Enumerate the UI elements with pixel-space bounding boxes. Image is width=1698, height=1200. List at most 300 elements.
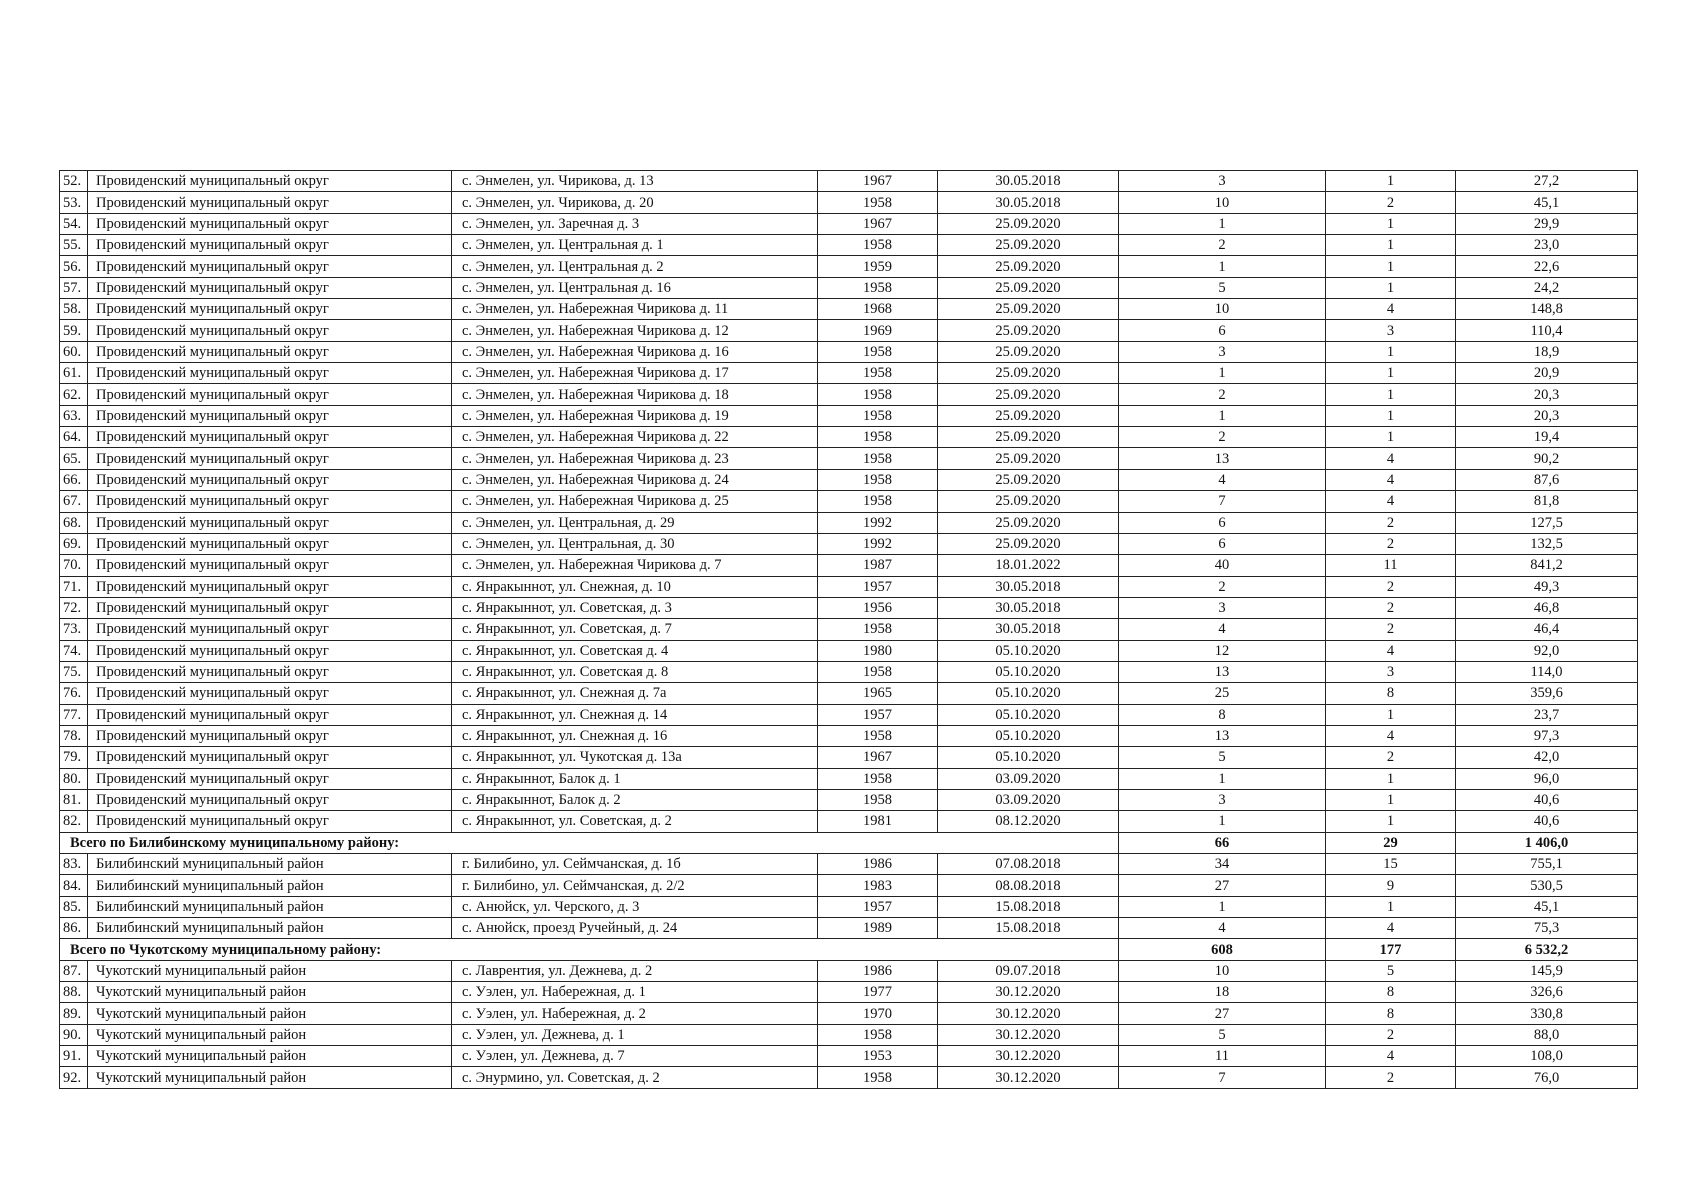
row-number: 72. bbox=[60, 597, 88, 618]
date-cell: 30.05.2018 bbox=[938, 576, 1119, 597]
row-number: 65. bbox=[60, 448, 88, 469]
residents-cell: 1 bbox=[1119, 896, 1326, 917]
district-cell: Чукотский муниципальный район bbox=[88, 982, 452, 1003]
table-row bbox=[60, 960, 1638, 981]
year-cell: 1983 bbox=[818, 875, 938, 896]
table-row bbox=[60, 640, 1638, 661]
table-row bbox=[60, 619, 1638, 640]
year-cell: 1958 bbox=[818, 619, 938, 640]
table-row bbox=[60, 811, 1638, 832]
area-cell: 88,0 bbox=[1456, 1024, 1638, 1045]
residents-cell: 4 bbox=[1119, 619, 1326, 640]
date-cell: 15.08.2018 bbox=[938, 896, 1119, 917]
row-number: 69. bbox=[60, 533, 88, 554]
year-cell: 1977 bbox=[818, 982, 938, 1003]
apartments-cell: 1 bbox=[1326, 341, 1456, 362]
apartments-cell: 15 bbox=[1326, 854, 1456, 875]
address-cell: с. Янракыннот, Балок д. 2 bbox=[452, 789, 818, 810]
residents-cell: 6 bbox=[1119, 533, 1326, 554]
address-cell: с. Энмелен, ул. Чирикова, д. 13 bbox=[452, 171, 818, 192]
district-cell: Чукотский муниципальный район bbox=[88, 1024, 452, 1045]
table-row bbox=[60, 747, 1638, 768]
address-cell: с. Энурмино, ул. Советская, д. 2 bbox=[452, 1067, 818, 1088]
address-cell: с. Уэлен, ул. Дежнева, д. 7 bbox=[452, 1046, 818, 1067]
residents-cell: 2 bbox=[1119, 576, 1326, 597]
residents-cell: 6 bbox=[1119, 512, 1326, 533]
district-cell: Провиденский муниципальный округ bbox=[88, 213, 452, 234]
address-cell: с. Энмелен, ул. Центральная, д. 29 bbox=[452, 512, 818, 533]
address-cell: с. Янракыннот, ул. Снежная д. 16 bbox=[452, 725, 818, 746]
residents-cell: 1 bbox=[1119, 811, 1326, 832]
total-label: Всего по Чукотскому муниципальному району: bbox=[60, 939, 1119, 960]
year-cell: 1992 bbox=[818, 533, 938, 554]
year-cell: 1968 bbox=[818, 299, 938, 320]
year-cell: 1986 bbox=[818, 854, 938, 875]
apartments-cell: 8 bbox=[1326, 982, 1456, 1003]
address-cell: с. Энмелен, ул. Набережная Чирикова д. 12 bbox=[452, 320, 818, 341]
residents-cell: 12 bbox=[1119, 640, 1326, 661]
address-cell: с. Янракыннот, ул. Советская, д. 7 bbox=[452, 619, 818, 640]
date-cell: 30.12.2020 bbox=[938, 982, 1119, 1003]
address-cell: с. Янракыннот, ул. Советская д. 4 bbox=[452, 640, 818, 661]
area-cell: 22,6 bbox=[1456, 256, 1638, 277]
table-row bbox=[60, 896, 1638, 917]
address-cell: с. Энмелен, ул. Центральная д. 2 bbox=[452, 256, 818, 277]
district-cell: Провиденский муниципальный округ bbox=[88, 597, 452, 618]
year-cell: 1986 bbox=[818, 960, 938, 981]
area-cell: 42,0 bbox=[1456, 747, 1638, 768]
total-area: 6 532,2 bbox=[1456, 939, 1638, 960]
row-number: 64. bbox=[60, 427, 88, 448]
row-number: 75. bbox=[60, 661, 88, 682]
district-cell: Провиденский муниципальный округ bbox=[88, 427, 452, 448]
residents-cell: 11 bbox=[1119, 1046, 1326, 1067]
row-number: 61. bbox=[60, 363, 88, 384]
area-cell: 530,5 bbox=[1456, 875, 1638, 896]
total-area: 1 406,0 bbox=[1456, 832, 1638, 853]
year-cell: 1970 bbox=[818, 1003, 938, 1024]
apartments-cell: 4 bbox=[1326, 918, 1456, 939]
address-cell: с. Энмелен, ул. Заречная д. 3 bbox=[452, 213, 818, 234]
date-cell: 05.10.2020 bbox=[938, 683, 1119, 704]
date-cell: 25.09.2020 bbox=[938, 213, 1119, 234]
apartments-cell: 8 bbox=[1326, 1003, 1456, 1024]
table-row bbox=[60, 299, 1638, 320]
area-cell: 49,3 bbox=[1456, 576, 1638, 597]
address-cell: с. Янракыннот, ул. Снежная д. 14 bbox=[452, 704, 818, 725]
row-number: 91. bbox=[60, 1046, 88, 1067]
district-cell: Провиденский муниципальный округ bbox=[88, 747, 452, 768]
area-cell: 75,3 bbox=[1456, 918, 1638, 939]
row-number: 68. bbox=[60, 512, 88, 533]
year-cell: 1992 bbox=[818, 512, 938, 533]
year-cell: 1958 bbox=[818, 661, 938, 682]
year-cell: 1980 bbox=[818, 640, 938, 661]
table-row bbox=[60, 405, 1638, 426]
date-cell: 25.09.2020 bbox=[938, 512, 1119, 533]
table-row bbox=[60, 597, 1638, 618]
row-number: 86. bbox=[60, 918, 88, 939]
year-cell: 1958 bbox=[818, 363, 938, 384]
apartments-cell: 1 bbox=[1326, 811, 1456, 832]
row-number: 55. bbox=[60, 235, 88, 256]
district-cell: Провиденский муниципальный округ bbox=[88, 555, 452, 576]
residents-cell: 4 bbox=[1119, 918, 1326, 939]
row-number: 83. bbox=[60, 854, 88, 875]
district-cell: Билибинский муниципальный район bbox=[88, 918, 452, 939]
apartments-cell: 2 bbox=[1326, 576, 1456, 597]
table-row bbox=[60, 789, 1638, 810]
row-number: 84. bbox=[60, 875, 88, 896]
area-cell: 45,1 bbox=[1456, 896, 1638, 917]
row-number: 60. bbox=[60, 341, 88, 362]
date-cell: 25.09.2020 bbox=[938, 448, 1119, 469]
apartments-cell: 2 bbox=[1326, 747, 1456, 768]
year-cell: 1958 bbox=[818, 427, 938, 448]
address-cell: с. Энмелен, ул. Набережная Чирикова д. 19 bbox=[452, 405, 818, 426]
date-cell: 05.10.2020 bbox=[938, 704, 1119, 725]
apartments-cell: 4 bbox=[1326, 1046, 1456, 1067]
district-cell: Провиденский муниципальный округ bbox=[88, 363, 452, 384]
date-cell: 25.09.2020 bbox=[938, 341, 1119, 362]
apartments-cell: 4 bbox=[1326, 640, 1456, 661]
year-cell: 1959 bbox=[818, 256, 938, 277]
year-cell: 1987 bbox=[818, 555, 938, 576]
date-cell: 25.09.2020 bbox=[938, 384, 1119, 405]
table-row bbox=[60, 725, 1638, 746]
year-cell: 1958 bbox=[818, 1067, 938, 1088]
row-number: 85. bbox=[60, 896, 88, 917]
address-cell: с. Уэлен, ул. Дежнева, д. 1 bbox=[452, 1024, 818, 1045]
apartments-cell: 3 bbox=[1326, 320, 1456, 341]
date-cell: 25.09.2020 bbox=[938, 363, 1119, 384]
residents-cell: 6 bbox=[1119, 320, 1326, 341]
address-cell: с. Энмелен, ул. Набережная Чирикова д. 25 bbox=[452, 491, 818, 512]
date-cell: 25.09.2020 bbox=[938, 277, 1119, 298]
address-cell: с. Янракыннот, ул. Снежная, д. 10 bbox=[452, 576, 818, 597]
date-cell: 09.07.2018 bbox=[938, 960, 1119, 981]
table-row bbox=[60, 384, 1638, 405]
address-cell: с. Янракыннот, ул. Чукотская д. 13а bbox=[452, 747, 818, 768]
residents-cell: 13 bbox=[1119, 661, 1326, 682]
address-cell: с. Энмелен, ул. Центральная, д. 30 bbox=[452, 533, 818, 554]
apartments-cell: 1 bbox=[1326, 896, 1456, 917]
date-cell: 30.12.2020 bbox=[938, 1067, 1119, 1088]
area-cell: 24,2 bbox=[1456, 277, 1638, 298]
row-number: 59. bbox=[60, 320, 88, 341]
row-number: 74. bbox=[60, 640, 88, 661]
residents-cell: 1 bbox=[1119, 768, 1326, 789]
residents-cell: 3 bbox=[1119, 597, 1326, 618]
district-cell: Провиденский муниципальный округ bbox=[88, 341, 452, 362]
year-cell: 1958 bbox=[818, 405, 938, 426]
address-cell: с. Янракыннот, ул. Советская, д. 3 bbox=[452, 597, 818, 618]
area-cell: 40,6 bbox=[1456, 789, 1638, 810]
table-row bbox=[60, 213, 1638, 234]
address-cell: с. Лаврентия, ул. Дежнева, д. 2 bbox=[452, 960, 818, 981]
area-cell: 108,0 bbox=[1456, 1046, 1638, 1067]
date-cell: 03.09.2020 bbox=[938, 789, 1119, 810]
address-cell: с. Энмелен, ул. Набережная Чирикова д. 22 bbox=[452, 427, 818, 448]
table-row bbox=[60, 661, 1638, 682]
area-cell: 87,6 bbox=[1456, 469, 1638, 490]
address-cell: с. Энмелен, ул. Центральная д. 1 bbox=[452, 235, 818, 256]
table-row bbox=[60, 576, 1638, 597]
year-cell: 1989 bbox=[818, 918, 938, 939]
total-row bbox=[60, 832, 1638, 853]
address-cell: с. Уэлен, ул. Набережная, д. 1 bbox=[452, 982, 818, 1003]
district-cell: Провиденский муниципальный округ bbox=[88, 171, 452, 192]
district-cell: Чукотский муниципальный район bbox=[88, 1046, 452, 1067]
residents-cell: 7 bbox=[1119, 1067, 1326, 1088]
year-cell: 1967 bbox=[818, 747, 938, 768]
table-row bbox=[60, 1067, 1638, 1088]
residents-cell: 40 bbox=[1119, 555, 1326, 576]
total-apartments: 29 bbox=[1326, 832, 1456, 853]
row-number: 56. bbox=[60, 256, 88, 277]
apartments-cell: 2 bbox=[1326, 597, 1456, 618]
date-cell: 08.12.2020 bbox=[938, 811, 1119, 832]
address-cell: с. Энмелен, ул. Набережная Чирикова д. 24 bbox=[452, 469, 818, 490]
apartments-cell: 9 bbox=[1326, 875, 1456, 896]
apartments-cell: 1 bbox=[1326, 768, 1456, 789]
date-cell: 05.10.2020 bbox=[938, 747, 1119, 768]
district-cell: Чукотский муниципальный район bbox=[88, 1067, 452, 1088]
apartments-cell: 1 bbox=[1326, 704, 1456, 725]
residents-cell: 3 bbox=[1119, 341, 1326, 362]
table-row bbox=[60, 704, 1638, 725]
table-row bbox=[60, 277, 1638, 298]
area-cell: 27,2 bbox=[1456, 171, 1638, 192]
area-cell: 18,9 bbox=[1456, 341, 1638, 362]
date-cell: 08.08.2018 bbox=[938, 875, 1119, 896]
district-cell: Провиденский муниципальный округ bbox=[88, 405, 452, 426]
area-cell: 127,5 bbox=[1456, 512, 1638, 533]
row-number: 66. bbox=[60, 469, 88, 490]
date-cell: 15.08.2018 bbox=[938, 918, 1119, 939]
address-cell: с. Анюйск, ул. Черского, д. 3 bbox=[452, 896, 818, 917]
date-cell: 25.09.2020 bbox=[938, 491, 1119, 512]
address-cell: с. Энмелен, ул. Набережная Чирикова д. 23 bbox=[452, 448, 818, 469]
table-row bbox=[60, 683, 1638, 704]
date-cell: 25.09.2020 bbox=[938, 533, 1119, 554]
row-number: 70. bbox=[60, 555, 88, 576]
apartments-cell: 1 bbox=[1326, 213, 1456, 234]
district-cell: Билибинский муниципальный район bbox=[88, 854, 452, 875]
year-cell: 1958 bbox=[818, 1024, 938, 1045]
residents-cell: 5 bbox=[1119, 277, 1326, 298]
residents-cell: 13 bbox=[1119, 448, 1326, 469]
date-cell: 07.08.2018 bbox=[938, 854, 1119, 875]
table-row bbox=[60, 854, 1638, 875]
date-cell: 30.12.2020 bbox=[938, 1024, 1119, 1045]
date-cell: 25.09.2020 bbox=[938, 405, 1119, 426]
year-cell: 1956 bbox=[818, 597, 938, 618]
row-number: 79. bbox=[60, 747, 88, 768]
district-cell: Провиденский муниципальный округ bbox=[88, 725, 452, 746]
total-apartments: 177 bbox=[1326, 939, 1456, 960]
year-cell: 1957 bbox=[818, 576, 938, 597]
district-cell: Билибинский муниципальный район bbox=[88, 875, 452, 896]
district-cell: Провиденский муниципальный округ bbox=[88, 768, 452, 789]
date-cell: 25.09.2020 bbox=[938, 256, 1119, 277]
residents-cell: 5 bbox=[1119, 1024, 1326, 1045]
apartments-cell: 2 bbox=[1326, 1024, 1456, 1045]
area-cell: 20,9 bbox=[1456, 363, 1638, 384]
apartments-cell: 1 bbox=[1326, 256, 1456, 277]
table-row bbox=[60, 235, 1638, 256]
area-cell: 96,0 bbox=[1456, 768, 1638, 789]
table-row bbox=[60, 192, 1638, 213]
district-cell: Провиденский муниципальный округ bbox=[88, 448, 452, 469]
address-cell: г. Билибино, ул. Сеймчанская, д. 1б bbox=[452, 854, 818, 875]
residents-cell: 2 bbox=[1119, 235, 1326, 256]
district-cell: Провиденский муниципальный округ bbox=[88, 192, 452, 213]
apartments-cell: 1 bbox=[1326, 277, 1456, 298]
area-cell: 326,6 bbox=[1456, 982, 1638, 1003]
row-number: 57. bbox=[60, 277, 88, 298]
table-row bbox=[60, 171, 1638, 192]
area-cell: 841,2 bbox=[1456, 555, 1638, 576]
area-cell: 40,6 bbox=[1456, 811, 1638, 832]
area-cell: 20,3 bbox=[1456, 384, 1638, 405]
residents-cell: 34 bbox=[1119, 854, 1326, 875]
district-cell: Провиденский муниципальный округ bbox=[88, 384, 452, 405]
district-cell: Чукотский муниципальный район bbox=[88, 1003, 452, 1024]
row-number: 76. bbox=[60, 683, 88, 704]
area-cell: 19,4 bbox=[1456, 427, 1638, 448]
area-cell: 755,1 bbox=[1456, 854, 1638, 875]
row-number: 54. bbox=[60, 213, 88, 234]
area-cell: 45,1 bbox=[1456, 192, 1638, 213]
year-cell: 1958 bbox=[818, 768, 938, 789]
residents-cell: 5 bbox=[1119, 747, 1326, 768]
date-cell: 25.09.2020 bbox=[938, 235, 1119, 256]
date-cell: 25.09.2020 bbox=[938, 320, 1119, 341]
apartments-cell: 2 bbox=[1326, 1067, 1456, 1088]
district-cell: Провиденский муниципальный округ bbox=[88, 789, 452, 810]
residents-cell: 7 bbox=[1119, 491, 1326, 512]
district-cell: Провиденский муниципальный округ bbox=[88, 320, 452, 341]
district-cell: Провиденский муниципальный округ bbox=[88, 491, 452, 512]
year-cell: 1958 bbox=[818, 277, 938, 298]
address-cell: с. Анюйск, проезд Ручейный, д. 24 bbox=[452, 918, 818, 939]
address-cell: с. Энмелен, ул. Центральная д. 16 bbox=[452, 277, 818, 298]
row-number: 58. bbox=[60, 299, 88, 320]
table-row bbox=[60, 491, 1638, 512]
table-row bbox=[60, 875, 1638, 896]
apartments-cell: 2 bbox=[1326, 192, 1456, 213]
date-cell: 18.01.2022 bbox=[938, 555, 1119, 576]
date-cell: 05.10.2020 bbox=[938, 661, 1119, 682]
residents-cell: 18 bbox=[1119, 982, 1326, 1003]
year-cell: 1957 bbox=[818, 704, 938, 725]
row-number: 77. bbox=[60, 704, 88, 725]
address-cell: с. Энмелен, ул. Набережная Чирикова д. 16 bbox=[452, 341, 818, 362]
district-cell: Провиденский муниципальный округ bbox=[88, 469, 452, 490]
residents-cell: 8 bbox=[1119, 704, 1326, 725]
year-cell: 1981 bbox=[818, 811, 938, 832]
apartments-cell: 3 bbox=[1326, 661, 1456, 682]
apartments-cell: 8 bbox=[1326, 683, 1456, 704]
date-cell: 03.09.2020 bbox=[938, 768, 1119, 789]
total-label: Всего по Билибинскому муниципальному району: bbox=[60, 832, 1119, 853]
date-cell: 25.09.2020 bbox=[938, 469, 1119, 490]
table-row bbox=[60, 512, 1638, 533]
area-cell: 132,5 bbox=[1456, 533, 1638, 554]
apartments-cell: 4 bbox=[1326, 448, 1456, 469]
district-cell: Провиденский муниципальный округ bbox=[88, 576, 452, 597]
row-number: 67. bbox=[60, 491, 88, 512]
year-cell: 1958 bbox=[818, 789, 938, 810]
year-cell: 1958 bbox=[818, 384, 938, 405]
year-cell: 1958 bbox=[818, 491, 938, 512]
address-cell: г. Билибино, ул. Сеймчанская, д. 2/2 bbox=[452, 875, 818, 896]
year-cell: 1958 bbox=[818, 192, 938, 213]
date-cell: 30.05.2018 bbox=[938, 597, 1119, 618]
table-row bbox=[60, 427, 1638, 448]
area-cell: 81,8 bbox=[1456, 491, 1638, 512]
residents-cell: 27 bbox=[1119, 875, 1326, 896]
apartments-cell: 2 bbox=[1326, 619, 1456, 640]
table-row bbox=[60, 555, 1638, 576]
year-cell: 1958 bbox=[818, 235, 938, 256]
table-row bbox=[60, 533, 1638, 554]
date-cell: 05.10.2020 bbox=[938, 640, 1119, 661]
year-cell: 1958 bbox=[818, 725, 938, 746]
district-cell: Провиденский муниципальный округ bbox=[88, 235, 452, 256]
year-cell: 1958 bbox=[818, 469, 938, 490]
total-residents: 66 bbox=[1119, 832, 1326, 853]
residents-cell: 1 bbox=[1119, 405, 1326, 426]
row-number: 73. bbox=[60, 619, 88, 640]
residents-cell: 3 bbox=[1119, 789, 1326, 810]
address-cell: с. Янракыннот, ул. Снежная д. 7а bbox=[452, 683, 818, 704]
district-cell: Провиденский муниципальный округ bbox=[88, 299, 452, 320]
area-cell: 46,4 bbox=[1456, 619, 1638, 640]
row-number: 90. bbox=[60, 1024, 88, 1045]
area-cell: 23,7 bbox=[1456, 704, 1638, 725]
address-cell: с. Янракыннот, ул. Советская, д. 2 bbox=[452, 811, 818, 832]
address-cell: с. Янракыннот, ул. Советская д. 8 bbox=[452, 661, 818, 682]
table-row bbox=[60, 1003, 1638, 1024]
table-row bbox=[60, 448, 1638, 469]
date-cell: 30.05.2018 bbox=[938, 192, 1119, 213]
district-cell: Провиденский муниципальный округ bbox=[88, 704, 452, 725]
row-number: 81. bbox=[60, 789, 88, 810]
table-row bbox=[60, 1046, 1638, 1067]
date-cell: 25.09.2020 bbox=[938, 299, 1119, 320]
table-row bbox=[60, 341, 1638, 362]
row-number: 53. bbox=[60, 192, 88, 213]
address-cell: с. Энмелен, ул. Набережная Чирикова д. 11 bbox=[452, 299, 818, 320]
table-row bbox=[60, 469, 1638, 490]
residents-cell: 1 bbox=[1119, 213, 1326, 234]
year-cell: 1965 bbox=[818, 683, 938, 704]
row-number: 62. bbox=[60, 384, 88, 405]
apartments-cell: 1 bbox=[1326, 384, 1456, 405]
residents-cell: 27 bbox=[1119, 1003, 1326, 1024]
district-cell: Провиденский муниципальный округ bbox=[88, 512, 452, 533]
area-cell: 114,0 bbox=[1456, 661, 1638, 682]
address-cell: с. Энмелен, ул. Набережная Чирикова д. 18 bbox=[452, 384, 818, 405]
year-cell: 1958 bbox=[818, 448, 938, 469]
area-cell: 110,4 bbox=[1456, 320, 1638, 341]
year-cell: 1969 bbox=[818, 320, 938, 341]
area-cell: 330,8 bbox=[1456, 1003, 1638, 1024]
row-number: 78. bbox=[60, 725, 88, 746]
district-cell: Чукотский муниципальный район bbox=[88, 960, 452, 981]
